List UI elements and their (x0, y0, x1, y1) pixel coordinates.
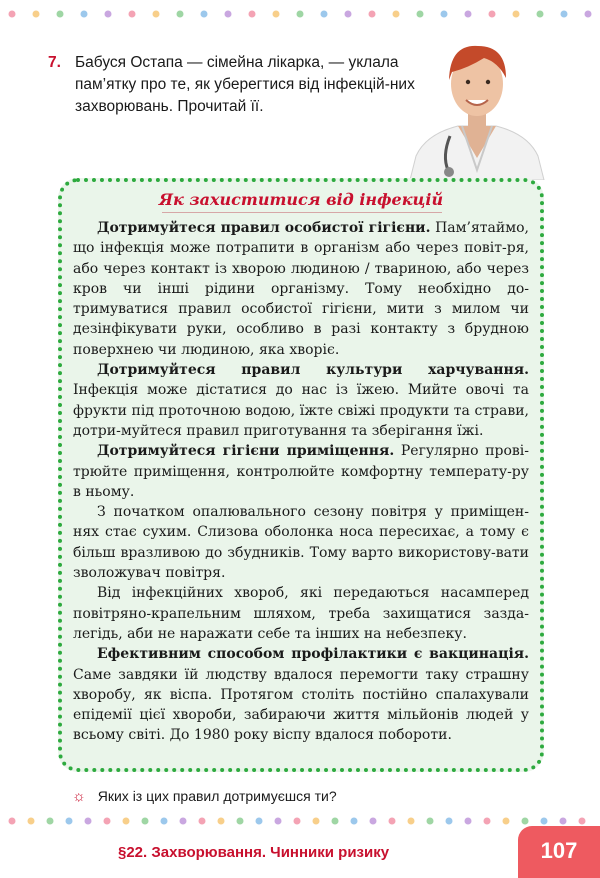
decor-dot (561, 11, 568, 18)
decor-dot (393, 11, 400, 18)
decor-dot (465, 11, 472, 18)
paragraph-heading: Ефективним способом профілактики є вакцинація. (97, 646, 529, 663)
decor-dot (273, 11, 280, 18)
decor-dot (237, 818, 244, 825)
decor-dot (129, 11, 136, 18)
paragraph-heading: Дотримуйтеся правил особистої гігієни. (97, 220, 431, 236)
page-number: 107 (540, 838, 578, 863)
decor-dot (81, 11, 88, 18)
paragraph (73, 502, 529, 583)
decor-dot (313, 818, 320, 825)
bottom-dot-border (0, 815, 600, 827)
paragraph (73, 360, 529, 441)
decor-dot (370, 818, 377, 825)
decor-dot (180, 818, 187, 825)
decor-dot (297, 11, 304, 18)
decor-dot (560, 818, 567, 825)
decor-dot (541, 818, 548, 825)
decor-dot (256, 818, 263, 825)
decor-dot (104, 818, 111, 825)
top-dot-border (0, 0, 600, 30)
title-underline (162, 212, 442, 213)
decor-dot (408, 818, 415, 825)
decor-dot (201, 11, 208, 18)
decor-dot (522, 818, 529, 825)
decor-dot (177, 11, 184, 18)
question-text: Яких із цих правил дотримуєшся ти? (97, 788, 337, 804)
box-title: Як захиститися від інфекцій (158, 190, 444, 209)
task-7 (48, 52, 418, 118)
rules-text (73, 218, 529, 746)
decor-dot (9, 818, 16, 825)
decor-dot (345, 11, 352, 18)
paragraph-text: Пам’ятаймо, що інфекція може потрапити в організм або через повіт-ря, або через контакт із хворою людиною / твариною, або через кров чи інші рідини організму. Тому необхідно до-тримуватися правил особистої гігієни, мити з милом чи дезінфікувати руки, особливо в разі контакту з брудною поверхнею чи людиною, яка хворіє. (73, 220, 530, 358)
question (72, 788, 337, 805)
decor-dot (503, 818, 510, 825)
decor-dot (446, 818, 453, 825)
paragraph-text: Регулярно прові-трюйте приміщення, контролюйте комфортну температу-ру в ньому. (73, 443, 529, 500)
decor-dot (585, 11, 592, 18)
decor-dot (66, 818, 73, 825)
decor-dot (153, 11, 160, 18)
task-number: 7. (48, 54, 61, 71)
paragraph (73, 644, 529, 745)
decor-dot (123, 818, 130, 825)
decor-dot (249, 11, 256, 18)
decor-dot (142, 818, 149, 825)
decor-dot (218, 818, 225, 825)
paragraph (73, 583, 529, 644)
decor-dot (161, 818, 168, 825)
decor-dot (465, 818, 472, 825)
decor-dot (199, 818, 206, 825)
decor-dot (513, 11, 520, 18)
decor-dot (225, 11, 232, 18)
decor-dot (33, 11, 40, 18)
decor-dot (417, 11, 424, 18)
decor-dot (579, 818, 586, 825)
paragraph-text: З початком опалювального сезону повітря у приміщен-нях стає сухим. Слизова оболонка носа пересихає, а тому є більш вразливою до збудників. Тому варто використову-вати зволожувач повітря. (73, 504, 529, 582)
decor-dot (332, 818, 339, 825)
decor-dot (105, 11, 112, 18)
decor-dot (389, 818, 396, 825)
decor-dot (57, 11, 64, 18)
section-title: §22. Захворювання. Чинники ризику (118, 844, 390, 861)
decor-dot (9, 11, 16, 18)
decor-dot (351, 818, 358, 825)
sun-icon: ☼ (72, 788, 86, 805)
paragraph-text: Саме завдяки їй людству вдалося перемогти таку страшну хворобу, як віспа. Протягом століть постійно спалахували епідемії цієї хвороби, забираючи життя мільйонів людей у всьому світі. До 1980 року віспу вдалося побороти. (73, 666, 529, 744)
paragraph-text: Інфекція може дістатися до нас із їжею. Мийте овочі та фрукти під проточною водою, їжте свіжі продукти та страви, дотри-муйтеся правил приготування та зберігання їжі. (73, 382, 529, 439)
decor-dot (537, 11, 544, 18)
task-text: Бабуся Остапа — сімейна лікарка, — уклала пам’ятку про те, як уберегтися від інфекцій-них захворювань. Прочитай її. (75, 54, 415, 115)
decor-dot (427, 818, 434, 825)
decor-dot (484, 818, 491, 825)
decor-dot (441, 11, 448, 18)
decor-dot (85, 818, 92, 825)
paragraph-text: Від інфекційних хвороб, які передаються насамперед повітряно-крапельним шляхом, треба захищатися зазда-легідь, аби не наражати себе та інших на небезпеку. (73, 585, 529, 642)
paragraph (73, 441, 529, 502)
doctor-image (402, 38, 552, 180)
decor-dot (28, 818, 35, 825)
paragraph (73, 218, 529, 360)
decor-dot (321, 11, 328, 18)
decor-dot (369, 11, 376, 18)
decor-dot (47, 818, 54, 825)
decor-dot (489, 11, 496, 18)
paragraph-heading: Дотримуйтеся правил культури харчування. (97, 362, 529, 379)
decor-dot (294, 818, 301, 825)
decor-dot (275, 818, 282, 825)
paragraph-heading: Дотримуйтеся гігієни приміщення. (97, 443, 395, 460)
